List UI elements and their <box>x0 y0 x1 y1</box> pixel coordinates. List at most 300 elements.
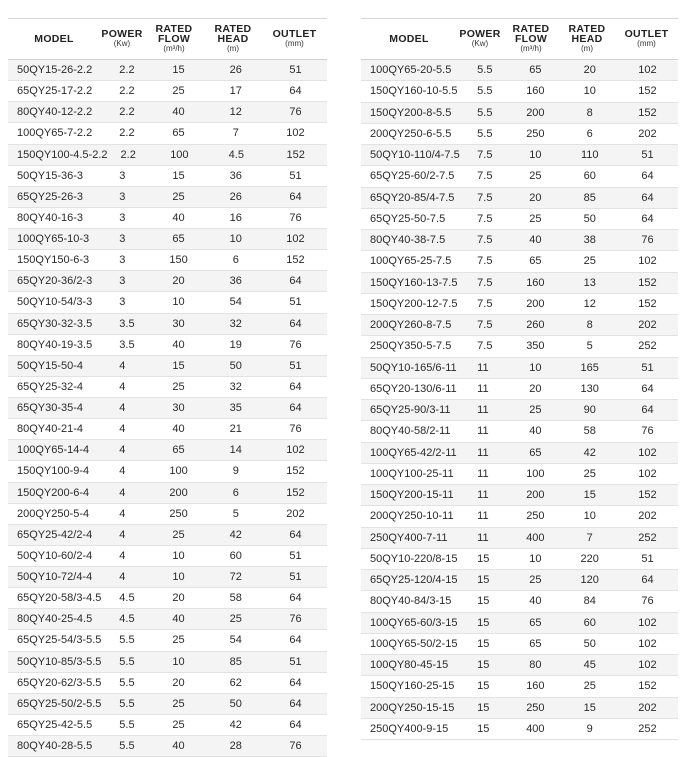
cell-model: 100QY65-7-2.2 <box>17 127 93 140</box>
table-row <box>8 419 327 440</box>
cell-outlet: 152 <box>286 465 305 478</box>
cell-power: 5.5 <box>477 85 493 98</box>
cell-model: 150QY200-6-4 <box>17 486 90 499</box>
cell-model: 65QY25-120/4-15 <box>370 574 458 587</box>
table-row <box>361 188 678 209</box>
table-row <box>8 166 327 187</box>
cell-outlet: 64 <box>641 212 654 225</box>
cell-outlet: 76 <box>289 211 302 224</box>
cell-flow: 400 <box>526 722 545 735</box>
cell-model: 65QY25-54/3-5.5 <box>17 634 102 647</box>
cell-flow: 40 <box>529 234 542 247</box>
cell-head: 6 <box>232 254 239 267</box>
cell-model: 80QY40-58/2-11 <box>370 425 451 438</box>
cell-flow: 100 <box>169 465 188 478</box>
table-row <box>361 655 678 676</box>
cell-power: 2.2 <box>119 106 135 119</box>
cell-flow: 250 <box>526 701 545 714</box>
cell-head: 25 <box>229 613 242 626</box>
table-row <box>8 630 327 651</box>
header-head-line1: RATED <box>214 23 252 35</box>
cell-outlet: 202 <box>286 507 305 520</box>
cell-model: 200QY250-10-11 <box>370 510 454 523</box>
cell-power: 4 <box>119 444 126 457</box>
cell-flow: 25 <box>529 574 542 587</box>
cell-head: 6 <box>232 486 239 499</box>
cell-outlet: 51 <box>289 655 302 668</box>
cell-model: 150QY160-13-7.5 <box>370 276 458 289</box>
cell-outlet: 51 <box>641 149 654 162</box>
cell-outlet: 152 <box>286 486 305 499</box>
table-row <box>8 123 327 144</box>
cell-head: 10 <box>583 510 596 523</box>
cell-model: 100QY65-14-4 <box>17 444 90 457</box>
cell-flow: 40 <box>172 211 185 224</box>
cell-power: 7.5 <box>477 319 493 332</box>
cell-model: 65QY20-130/6-11 <box>370 382 457 395</box>
cell-model: 200QY250-5-4 <box>17 507 90 520</box>
cell-head: 8 <box>586 106 593 119</box>
cell-outlet: 64 <box>289 634 302 647</box>
cell-power: 15 <box>477 722 490 735</box>
table-row <box>8 377 327 398</box>
cell-head: 42 <box>229 718 242 731</box>
cell-model: 200QY250-15-15 <box>370 701 455 714</box>
table-row <box>8 398 327 419</box>
table-row <box>8 335 327 356</box>
cell-head: 110 <box>580 149 599 162</box>
cell-model: 250QY350-5-7.5 <box>370 340 452 353</box>
cell-model: 50QY10-54/3-3 <box>17 296 93 309</box>
cell-model: 65QY25-90/3-11 <box>370 404 451 417</box>
cell-head: 120 <box>580 574 599 587</box>
cell-power: 11 <box>477 361 489 374</box>
cell-flow: 160 <box>526 85 545 98</box>
cell-outlet: 51 <box>289 169 302 182</box>
cell-head: 50 <box>229 359 242 372</box>
table-row <box>361 528 678 549</box>
cell-power: 4.5 <box>119 613 135 626</box>
table-row <box>361 549 678 570</box>
cell-power: 7.5 <box>477 191 493 204</box>
header-outlet <box>262 29 327 49</box>
cell-flow: 250 <box>526 127 545 140</box>
cell-power: 11 <box>477 489 489 502</box>
cell-flow: 200 <box>526 106 545 119</box>
table-row <box>8 102 327 123</box>
cell-head: 16 <box>229 211 242 224</box>
cell-outlet: 152 <box>638 106 657 119</box>
table-row <box>8 483 327 504</box>
cell-flow: 15 <box>172 359 185 372</box>
cell-outlet: 76 <box>289 613 302 626</box>
cell-model: 100QY80-45-15 <box>370 659 449 672</box>
cell-outlet: 51 <box>289 296 302 309</box>
cell-model: 150QY200-15-11 <box>370 489 454 502</box>
cell-flow: 200 <box>526 297 545 310</box>
cell-model: 80QY40-12-2.2 <box>17 106 93 119</box>
cell-head: 25 <box>583 680 596 693</box>
cell-model: 80QY40-28-5.5 <box>17 740 93 753</box>
cell-flow: 40 <box>172 613 185 626</box>
cell-outlet: 51 <box>641 361 654 374</box>
cell-model: 200QY260-8-7.5 <box>370 319 452 332</box>
cell-outlet: 152 <box>638 297 657 310</box>
cell-head: 60 <box>229 549 242 562</box>
table-row <box>8 145 327 166</box>
header-power <box>457 29 503 49</box>
cell-flow: 65 <box>529 64 542 77</box>
cell-model: 100QY65-25-7.5 <box>370 255 452 268</box>
cell-outlet: 64 <box>289 697 302 710</box>
table-row <box>8 229 327 250</box>
table-row <box>8 356 327 377</box>
cell-model: 50QY10-165/6-11 <box>370 361 457 374</box>
cell-outlet: 152 <box>638 680 657 693</box>
table-header <box>8 19 327 60</box>
cell-flow: 100 <box>526 467 545 480</box>
cell-power: 11 <box>477 382 489 395</box>
cell-outlet: 252 <box>638 722 657 735</box>
cell-power: 4 <box>119 571 126 584</box>
cell-flow: 40 <box>172 338 185 351</box>
table-row <box>361 209 678 230</box>
cell-outlet: 64 <box>289 592 302 605</box>
cell-flow: 30 <box>172 402 185 415</box>
table-row <box>361 634 678 655</box>
cell-power: 4 <box>119 380 126 393</box>
cell-flow: 65 <box>529 616 542 629</box>
cell-power: 7.5 <box>477 297 493 310</box>
cell-power: 5.5 <box>119 697 135 710</box>
table-row <box>8 271 327 292</box>
cell-flow: 65 <box>172 444 185 457</box>
cell-head: 72 <box>229 571 242 584</box>
table-row <box>361 400 678 421</box>
cell-power: 11 <box>477 467 489 480</box>
table-row <box>361 230 678 251</box>
cell-power: 2.2 <box>119 127 135 140</box>
cell-power: 11 <box>477 404 489 417</box>
table-row <box>361 379 678 400</box>
cell-outlet: 76 <box>289 106 302 119</box>
cell-outlet: 102 <box>638 64 657 77</box>
cell-outlet: 102 <box>286 233 305 246</box>
cell-model: 80QY40-84/3-15 <box>370 595 452 608</box>
cell-flow: 400 <box>526 531 545 544</box>
cell-flow: 260 <box>526 319 545 332</box>
cell-model: 50QY15-26-2.2 <box>17 64 93 77</box>
cell-flow: 40 <box>172 106 185 119</box>
cell-outlet: 152 <box>638 276 657 289</box>
cell-head: 42 <box>583 446 596 459</box>
cell-flow: 65 <box>172 127 185 140</box>
table-row <box>8 461 327 482</box>
cell-outlet: 202 <box>638 319 657 332</box>
cell-flow: 160 <box>526 680 545 693</box>
table-row <box>361 485 678 506</box>
cell-outlet: 202 <box>638 127 657 140</box>
cell-model: 65QY25-60/2-7.5 <box>370 170 455 183</box>
cell-power: 7.5 <box>477 234 493 247</box>
cell-flow: 200 <box>526 489 545 502</box>
pump-spec-table-left <box>8 18 327 757</box>
header-model: MODEL <box>389 33 429 45</box>
cell-head: 9 <box>586 722 593 735</box>
cell-power: 4 <box>119 486 126 499</box>
cell-model: 150QY160-10-5.5 <box>370 85 458 98</box>
cell-head: 90 <box>583 404 596 417</box>
table-row <box>361 676 678 697</box>
cell-outlet: 102 <box>638 446 657 459</box>
cell-model: 100QY100-25-11 <box>370 467 454 480</box>
cell-flow: 100 <box>170 148 189 161</box>
table-row <box>8 609 327 630</box>
header-outlet-label: OUTLET <box>272 28 317 40</box>
header-power-label: POWER <box>459 28 501 40</box>
cell-power: 3 <box>119 254 126 267</box>
cell-power: 4 <box>119 528 126 541</box>
cell-flow: 40 <box>172 740 185 753</box>
cell-head: 26 <box>229 190 242 203</box>
table-row <box>361 421 678 442</box>
cell-model: 50QY10-60/2-4 <box>17 549 93 562</box>
cell-head: 54 <box>229 296 242 309</box>
cell-flow: 10 <box>172 549 185 562</box>
cell-flow: 40 <box>529 595 542 608</box>
cell-head: 130 <box>580 382 599 395</box>
cell-power: 3.5 <box>119 338 135 351</box>
cell-model: 100QY65-60/3-15 <box>370 616 458 629</box>
cell-head: 84 <box>583 595 596 608</box>
table-row <box>361 273 678 294</box>
cell-head: 50 <box>583 212 596 225</box>
cell-power: 7.5 <box>477 170 493 183</box>
cell-outlet: 51 <box>289 549 302 562</box>
table-row <box>8 314 327 335</box>
cell-outlet: 252 <box>638 340 657 353</box>
cell-head: 10 <box>583 85 596 98</box>
cell-power: 3 <box>119 169 126 182</box>
table-row <box>361 506 678 527</box>
cell-outlet: 152 <box>638 85 657 98</box>
table-row <box>361 60 678 81</box>
table-row <box>8 525 327 546</box>
cell-outlet: 152 <box>286 148 305 161</box>
header-head-unit: (m) <box>227 44 239 53</box>
table-row <box>8 694 327 715</box>
table-row <box>361 719 678 740</box>
cell-power: 15 <box>477 680 490 693</box>
cell-flow: 15 <box>172 64 185 77</box>
cell-flow: 20 <box>172 275 185 288</box>
cell-outlet: 152 <box>286 254 305 267</box>
cell-head: 58 <box>229 592 242 605</box>
cell-outlet: 102 <box>638 637 657 650</box>
cell-head: 35 <box>229 402 242 415</box>
cell-outlet: 102 <box>286 127 305 140</box>
cell-head: 36 <box>229 169 242 182</box>
cell-model: 80QY40-16-3 <box>17 211 84 224</box>
cell-head: 7 <box>232 127 239 140</box>
cell-flow: 65 <box>529 446 542 459</box>
cell-model: 65QY20-36/2-3 <box>17 275 93 288</box>
pump-spec-table-right <box>361 18 678 740</box>
cell-model: 100QY65-10-3 <box>17 233 90 246</box>
cell-power: 5.5 <box>477 64 493 77</box>
cell-outlet: 202 <box>638 510 657 523</box>
cell-outlet: 202 <box>638 701 657 714</box>
cell-head: 4.5 <box>228 148 244 161</box>
cell-model: 80QY40-21-4 <box>17 423 84 436</box>
cell-model: 65QY25-42/2-4 <box>17 528 93 541</box>
cell-power: 11 <box>477 531 489 544</box>
cell-power: 5.5 <box>119 718 135 731</box>
cell-head: 21 <box>229 423 242 436</box>
table-row <box>8 292 327 313</box>
cell-flow: 250 <box>169 507 188 520</box>
cell-head: 5 <box>232 507 239 520</box>
cell-head: 7 <box>586 531 593 544</box>
cell-power: 7.5 <box>477 212 493 225</box>
cell-flow: 150 <box>169 254 188 267</box>
cell-outlet: 64 <box>289 275 302 288</box>
cell-power: 2.2 <box>119 64 135 77</box>
cell-flow: 25 <box>172 718 185 731</box>
header-flow-unit: (m³/h) <box>520 44 542 53</box>
table-header <box>361 19 678 60</box>
cell-flow: 15 <box>172 169 185 182</box>
cell-head: 85 <box>583 191 596 204</box>
table-row <box>8 440 327 461</box>
cell-flow: 200 <box>169 486 188 499</box>
table-row <box>8 736 327 757</box>
table-row <box>361 358 678 379</box>
cell-head: 19 <box>229 338 242 351</box>
header-model: MODEL <box>34 33 74 45</box>
cell-model: 65QY20-62/3-5.5 <box>17 676 102 689</box>
cell-model: 80QY40-25-4.5 <box>17 613 93 626</box>
cell-power: 11 <box>477 510 489 523</box>
table-row <box>361 81 678 102</box>
cell-model: 100QY65-50/2-15 <box>370 637 458 650</box>
cell-head: 50 <box>229 697 242 710</box>
cell-model: 65QY30-35-4 <box>17 402 84 415</box>
cell-outlet: 64 <box>289 528 302 541</box>
cell-model: 65QY25-50/2-5.5 <box>17 697 102 710</box>
cell-outlet: 64 <box>641 404 654 417</box>
cell-head: 42 <box>229 528 242 541</box>
cell-power: 4 <box>119 549 126 562</box>
table-row <box>8 504 327 525</box>
cell-outlet: 51 <box>289 64 302 77</box>
cell-head: 45 <box>583 659 596 672</box>
cell-outlet: 102 <box>638 616 657 629</box>
table-row <box>8 208 327 229</box>
cell-head: 12 <box>583 297 596 310</box>
cell-power: 15 <box>477 701 490 714</box>
cell-outlet: 152 <box>638 489 657 502</box>
cell-model: 150QY150-6-3 <box>17 254 90 267</box>
cell-flow: 25 <box>529 212 542 225</box>
cell-head: 8 <box>586 319 593 332</box>
cell-model: 150QY100-9-4 <box>17 465 90 478</box>
cell-flow: 25 <box>172 634 185 647</box>
cell-head: 58 <box>583 425 596 438</box>
table-row <box>8 60 327 81</box>
cell-flow: 20 <box>172 676 185 689</box>
cell-head: 15 <box>583 489 596 502</box>
table-row <box>8 588 327 609</box>
cell-outlet: 51 <box>289 571 302 584</box>
cell-model: 50QY15-50-4 <box>17 359 84 372</box>
table-row <box>8 567 327 588</box>
cell-power: 3 <box>119 190 126 203</box>
cell-model: 50QY10-220/8-15 <box>370 552 458 565</box>
cell-head: 20 <box>583 64 596 77</box>
header-outlet-label: OUTLET <box>624 28 669 40</box>
cell-flow: 25 <box>529 170 542 183</box>
cell-outlet: 64 <box>289 317 302 330</box>
cell-model: 250QY400-9-15 <box>370 722 449 735</box>
cell-flow: 20 <box>529 382 542 395</box>
cell-flow: 10 <box>529 361 542 374</box>
cell-flow: 350 <box>526 340 545 353</box>
cell-head: 12 <box>229 106 242 119</box>
cell-model: 80QY40-38-7.5 <box>370 234 446 247</box>
header-head-unit: (m) <box>581 44 593 53</box>
cell-model: 65QY25-50-7.5 <box>370 212 446 225</box>
cell-flow: 65 <box>529 255 542 268</box>
cell-flow: 250 <box>526 510 545 523</box>
cell-power: 2.2 <box>120 148 136 161</box>
cell-power: 11 <box>477 425 489 438</box>
cell-power: 15 <box>477 637 490 650</box>
cell-power: 4 <box>119 423 126 436</box>
cell-model: 50QY10-85/3-5.5 <box>17 655 102 668</box>
table-row <box>361 464 678 485</box>
cell-outlet: 252 <box>638 531 657 544</box>
cell-head: 50 <box>583 637 596 650</box>
cell-power: 4.5 <box>119 592 135 605</box>
cell-power: 7.5 <box>477 255 493 268</box>
cell-flow: 65 <box>172 233 185 246</box>
cell-outlet: 76 <box>289 338 302 351</box>
cell-flow: 25 <box>172 528 185 541</box>
cell-flow: 10 <box>172 571 185 584</box>
cell-model: 65QY20-85/4-7.5 <box>370 191 455 204</box>
cell-head: 17 <box>229 85 242 98</box>
cell-power: 3 <box>119 233 126 246</box>
cell-flow: 65 <box>529 637 542 650</box>
cell-outlet: 102 <box>638 467 657 480</box>
cell-outlet: 64 <box>289 402 302 415</box>
cell-power: 2.2 <box>119 85 135 98</box>
cell-power: 15 <box>477 659 490 672</box>
cell-outlet: 64 <box>641 191 654 204</box>
header-head-line1: RATED <box>568 23 606 35</box>
header-flow-unit: (m³/h) <box>163 44 185 53</box>
table-row <box>361 591 678 612</box>
table-row <box>8 187 327 208</box>
cell-flow: 20 <box>172 592 185 605</box>
cell-outlet: 76 <box>641 595 654 608</box>
cell-head: 25 <box>583 255 596 268</box>
header-head <box>204 24 262 54</box>
cell-outlet: 76 <box>289 423 302 436</box>
cell-flow: 80 <box>529 659 542 672</box>
cell-outlet: 64 <box>289 676 302 689</box>
